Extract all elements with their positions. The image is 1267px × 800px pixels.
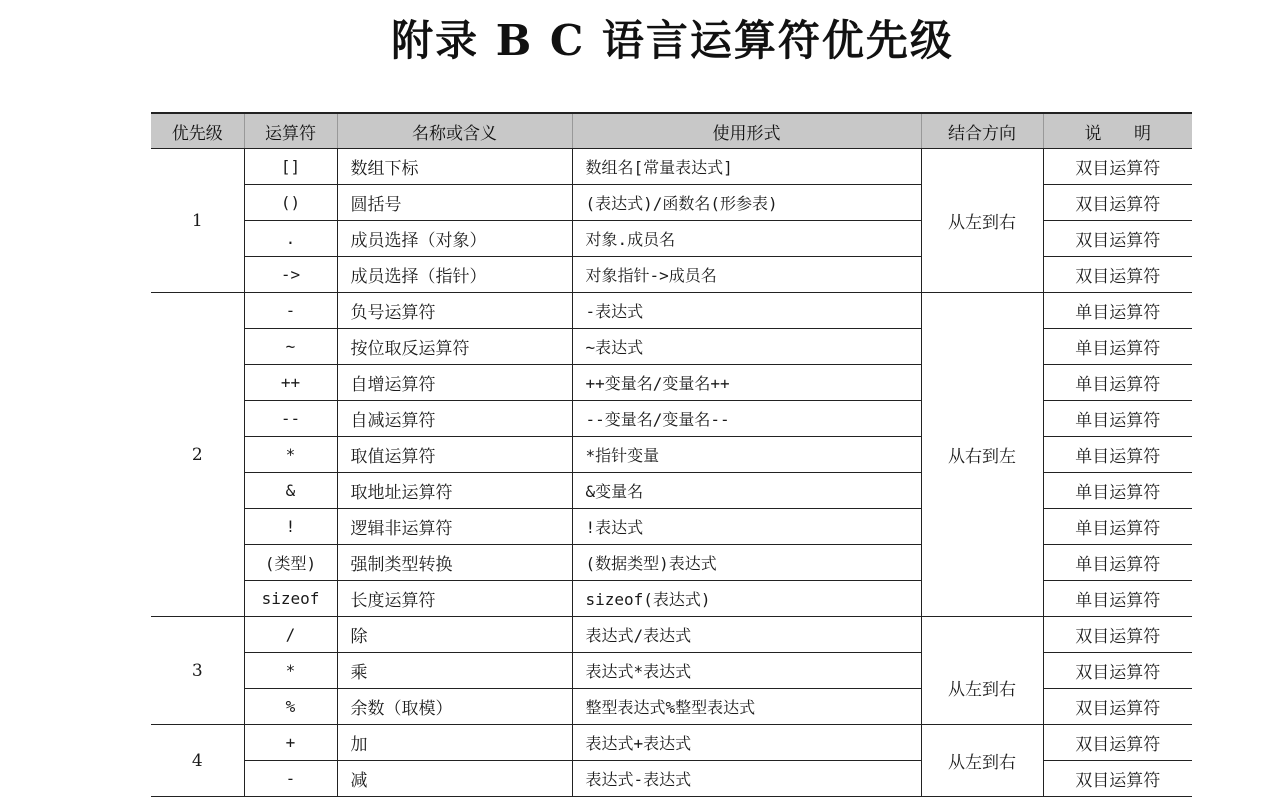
- precedence-level-cell: 2: [151, 293, 244, 617]
- operator-cell: +: [244, 725, 337, 761]
- name-cell: 自增运算符: [337, 365, 572, 401]
- table-row: [151, 149, 1192, 185]
- table-header-row: [151, 113, 1192, 149]
- note-cell: 双目运算符: [1043, 149, 1192, 185]
- operator-cell: (): [244, 185, 337, 221]
- operator-cell: %: [244, 689, 337, 725]
- note-cell: 双目运算符: [1043, 653, 1192, 689]
- usage-cell: &变量名: [572, 473, 921, 509]
- operator-cell: .: [244, 221, 337, 257]
- associativity-cell: 从左到右: [921, 725, 1043, 797]
- table-row: [151, 617, 1192, 653]
- note-cell: 单目运算符: [1043, 329, 1192, 365]
- header-level: 优先级: [151, 113, 244, 149]
- usage-cell: !表达式: [572, 509, 921, 545]
- note-cell: 双目运算符: [1043, 221, 1192, 257]
- usage-cell: 表达式+表达式: [572, 725, 921, 761]
- header-name: 名称或含义: [337, 113, 572, 149]
- name-cell: 乘: [337, 653, 572, 689]
- name-cell: 加: [337, 725, 572, 761]
- name-cell: 按位取反运算符: [337, 329, 572, 365]
- name-cell: 长度运算符: [337, 581, 572, 617]
- name-cell: 减: [337, 761, 572, 797]
- operator-cell: !: [244, 509, 337, 545]
- associativity-cell: 从左到右: [921, 149, 1043, 293]
- note-cell: 双目运算符: [1043, 185, 1192, 221]
- precedence-level-cell: 3: [151, 617, 244, 725]
- note-cell: 单目运算符: [1043, 437, 1192, 473]
- note-cell: 单目运算符: [1043, 545, 1192, 581]
- note-cell: 单目运算符: [1043, 509, 1192, 545]
- usage-cell: -表达式: [572, 293, 921, 329]
- note-cell: 单目运算符: [1043, 365, 1192, 401]
- operator-cell: ++: [244, 365, 337, 401]
- note-cell: 双目运算符: [1043, 617, 1192, 653]
- operator-precedence-table: [151, 112, 1192, 797]
- note-cell: 单目运算符: [1043, 401, 1192, 437]
- name-cell: 余数（取模）: [337, 689, 572, 725]
- note-cell: 单目运算符: [1043, 293, 1192, 329]
- name-cell: 取地址运算符: [337, 473, 572, 509]
- operator-cell: -: [244, 761, 337, 797]
- name-cell: 取值运算符: [337, 437, 572, 473]
- header-direction: 结合方向: [921, 113, 1043, 149]
- header-note: 说 明: [1043, 113, 1192, 149]
- operator-cell: /: [244, 617, 337, 653]
- usage-cell: ~表达式: [572, 329, 921, 365]
- name-cell: 强制类型转换: [337, 545, 572, 581]
- name-cell: 成员选择（对象）: [337, 221, 572, 257]
- associativity-cell: 从左到右: [921, 617, 1043, 725]
- note-cell: 双目运算符: [1043, 761, 1192, 797]
- name-cell: 逻辑非运算符: [337, 509, 572, 545]
- usage-cell: 对象.成员名: [572, 221, 921, 257]
- note-cell: 单目运算符: [1043, 581, 1192, 617]
- operator-cell: *: [244, 653, 337, 689]
- usage-cell: ++变量名/变量名++: [572, 365, 921, 401]
- name-cell: 数组下标: [337, 149, 572, 185]
- name-cell: 除: [337, 617, 572, 653]
- operator-cell: &: [244, 473, 337, 509]
- name-cell: 负号运算符: [337, 293, 572, 329]
- operator-cell: --: [244, 401, 337, 437]
- name-cell: 自减运算符: [337, 401, 572, 437]
- usage-cell: *指针变量: [572, 437, 921, 473]
- usage-cell: 整型表达式%整型表达式: [572, 689, 921, 725]
- operator-cell: sizeof: [244, 581, 337, 617]
- note-cell: 单目运算符: [1043, 473, 1192, 509]
- page-title: 附录 B C 语言运算符优先级: [391, 16, 954, 65]
- note-cell: 双目运算符: [1043, 725, 1192, 761]
- operator-cell: ~: [244, 329, 337, 365]
- name-cell: 圆括号: [337, 185, 572, 221]
- operator-cell: -: [244, 293, 337, 329]
- usage-cell: 对象指针->成员名: [572, 257, 921, 293]
- usage-cell: 数组名[常量表达式]: [572, 149, 921, 185]
- precedence-level-cell: 4: [151, 725, 244, 797]
- usage-cell: 表达式*表达式: [572, 653, 921, 689]
- usage-cell: (表达式)/函数名(形参表): [572, 185, 921, 221]
- precedence-level-cell: 1: [151, 149, 244, 293]
- operator-cell: []: [244, 149, 337, 185]
- usage-cell: sizeof(表达式): [572, 581, 921, 617]
- associativity-cell: 从右到左: [921, 293, 1043, 617]
- header-usage: 使用形式: [572, 113, 921, 149]
- table-row: [151, 725, 1192, 761]
- usage-cell: 表达式-表达式: [572, 761, 921, 797]
- usage-cell: (数据类型)表达式: [572, 545, 921, 581]
- header-operator: 运算符: [244, 113, 337, 149]
- note-cell: 双目运算符: [1043, 257, 1192, 293]
- operator-cell: *: [244, 437, 337, 473]
- usage-cell: 表达式/表达式: [572, 617, 921, 653]
- usage-cell: --变量名/变量名--: [572, 401, 921, 437]
- operator-cell: ->: [244, 257, 337, 293]
- table-row: [151, 293, 1192, 329]
- name-cell: 成员选择（指针）: [337, 257, 572, 293]
- operator-cell: (类型): [244, 545, 337, 581]
- note-cell: 双目运算符: [1043, 689, 1192, 725]
